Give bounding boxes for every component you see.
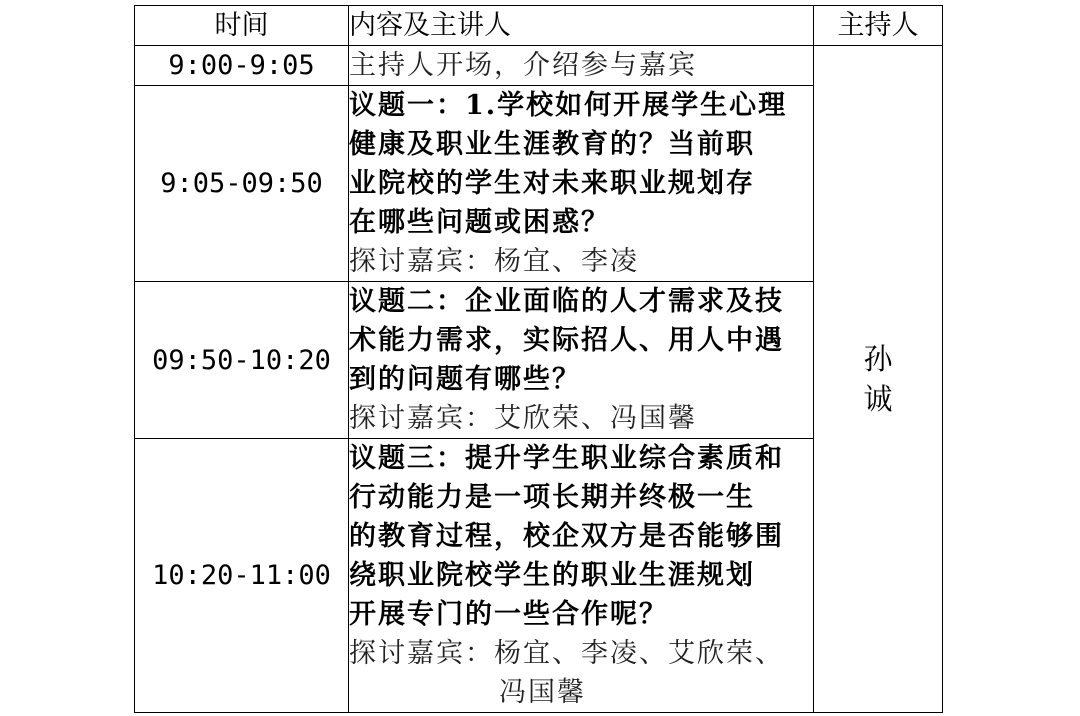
guests-line: 冯国馨 <box>499 677 586 708</box>
topic-line: 的教育过程，校企双方是否能够围 <box>349 521 784 552</box>
topic-line: 议题三：提升学生职业综合素质和 <box>349 443 784 474</box>
header-host: 主持人 <box>814 6 943 46</box>
content-cell <box>349 46 814 86</box>
time-cell: 9:00-9:05 <box>135 46 349 86</box>
time-cell: 9:05-09:50 <box>135 86 349 282</box>
content-cell <box>349 86 814 282</box>
topic-line: 开展专门的一些合作呢？ <box>349 599 668 630</box>
topic-line: 业院校的学生对未来职业规划存 <box>349 168 755 199</box>
topic-line: 绕职业院校学生的职业生涯规划 <box>349 560 755 591</box>
topic-line: 议题一：1.学校如何开展学生心理 <box>349 90 788 121</box>
header-time: 时间 <box>135 6 349 46</box>
table-row <box>135 46 943 86</box>
host-name-line: 孙 <box>863 342 893 376</box>
time-cell: 10:20-11:00 <box>135 439 349 713</box>
host-name-line: 诚 <box>863 382 893 416</box>
content-cell <box>349 282 814 439</box>
time-cell: 09:50-10:20 <box>135 282 349 439</box>
host-cell <box>814 46 943 713</box>
guests-line: 探讨嘉宾：杨宜、李凌 <box>349 246 639 277</box>
opening-text: 主持人开场，介绍参与嘉宾 <box>349 50 697 81</box>
topic-line: 议题二：企业面临的人才需求及技 <box>349 286 784 317</box>
agenda-table <box>134 5 943 713</box>
header-row <box>135 6 943 46</box>
topic-line: 行动能力是一项长期并终极一生 <box>349 482 755 513</box>
guests-line: 探讨嘉宾：杨宜、李凌、艾欣荣、 <box>349 638 784 669</box>
topic-line: 在哪些问题或困惑？ <box>349 207 610 238</box>
header-content: 内容及主讲人 <box>349 6 814 46</box>
topic-line: 到的问题有哪些？ <box>349 364 581 395</box>
topic-line: 健康及职业生涯教育的？当前职 <box>349 129 755 160</box>
guests-line: 探讨嘉宾：艾欣荣、冯国馨 <box>349 403 697 434</box>
topic-line: 术能力需求，实际招人、用人中遇 <box>349 325 784 356</box>
content-cell <box>349 439 814 713</box>
